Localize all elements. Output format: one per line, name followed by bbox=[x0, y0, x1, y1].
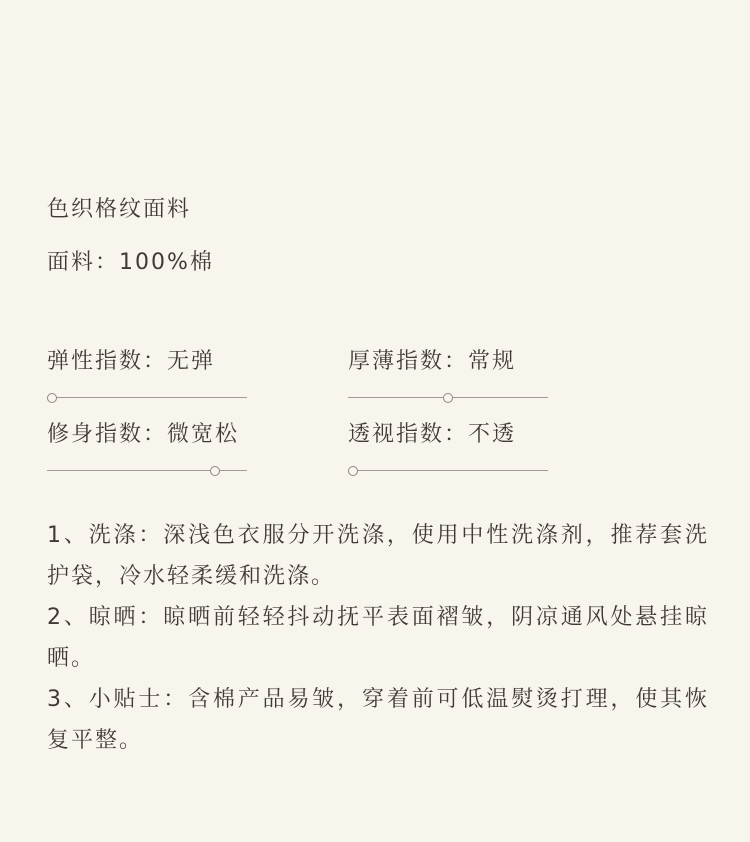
elasticity-index-scale bbox=[47, 393, 247, 403]
fit-index bbox=[47, 420, 247, 450]
scale-line bbox=[47, 397, 247, 398]
fabric-title: 色织格纹面料 bbox=[47, 197, 192, 222]
scale-marker bbox=[210, 466, 220, 476]
washing-note: 1、洗涤：深浅色衣服分开洗涤，使用中性洗涤剂，推荐套洗护袋，冷水轻柔缓和洗涤。 bbox=[47, 523, 709, 589]
fit-index-label: 修身指数：微宽松 bbox=[47, 422, 240, 447]
care-notes bbox=[47, 515, 709, 761]
fabric-composition: 面料：100%棉 bbox=[47, 250, 214, 275]
elasticity-index-label: 弹性指数：无弹 bbox=[47, 349, 216, 374]
transparency-index-scale bbox=[348, 466, 548, 476]
scale-line bbox=[348, 470, 548, 471]
scale-marker bbox=[47, 393, 57, 403]
thickness-index bbox=[348, 347, 548, 377]
thickness-index-label: 厚薄指数：常规 bbox=[348, 349, 517, 374]
scale-marker bbox=[443, 393, 453, 403]
transparency-index-label: 透视指数：不透 bbox=[348, 422, 517, 447]
elasticity-index bbox=[47, 347, 247, 377]
scale-marker bbox=[348, 466, 358, 476]
transparency-index bbox=[348, 420, 548, 450]
fit-index-scale bbox=[47, 466, 247, 476]
drying-note: 2、晾晒：晾晒前轻轻抖动抚平表面褶皱，阴凉通风处悬挂晾晒。 bbox=[47, 605, 709, 671]
thickness-index-scale bbox=[348, 393, 548, 403]
tip-note: 3、小贴士：含棉产品易皱，穿着前可低温熨烫打理，使其恢复平整。 bbox=[47, 687, 709, 753]
